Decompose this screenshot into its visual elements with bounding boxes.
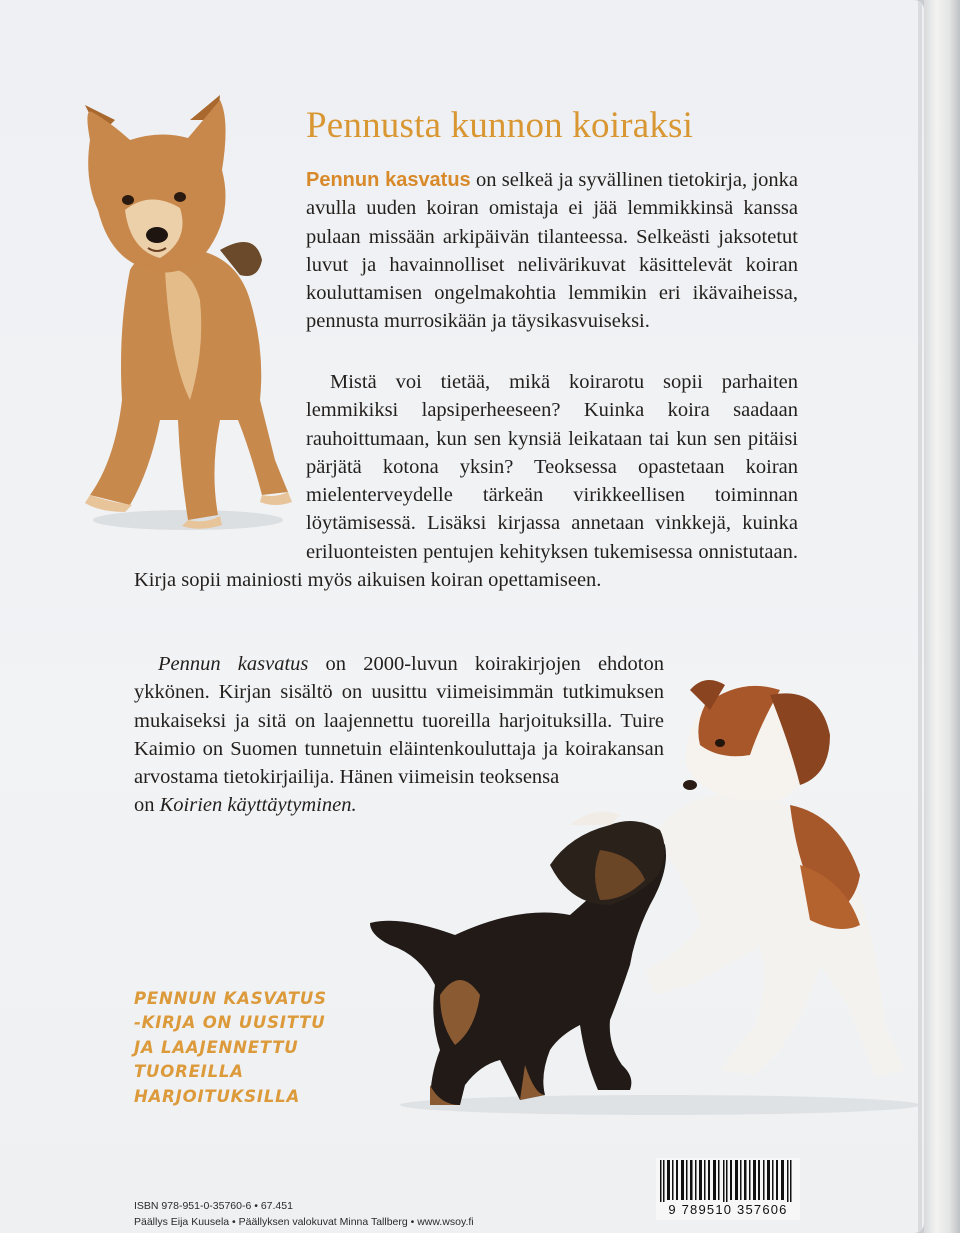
isbn-line: ISBN 978-951-0-35760-6 • 67.451 — [134, 1200, 293, 1212]
publication-credits — [134, 1198, 474, 1230]
promo-callout — [134, 987, 327, 1109]
barcode-bars — [660, 1160, 796, 1204]
description-paragraph-1 — [306, 166, 798, 336]
paragraph-3-text: on 2000-luvun koirakirjojen ehdoton ykkönen. Kirjan sisältö on uusittu viimeisimmän tutkimuksen mukaiseksi ja sitä on laajennettu tuoreilla harjoituksilla. Tuire Kaimio on Suomen tunnetuin eläintenkouluttaja ja koirakansan arvostama tietokirjailija. Hänen viimeisin teoksensa — [134, 653, 664, 789]
cover-title: Pennusta kunnon koiraksi — [306, 105, 694, 146]
description-paragraph-3 — [134, 650, 664, 820]
promo-line: -KIRJA ON UUSITTU — [134, 1013, 326, 1033]
promo-line: TUOREILLA — [134, 1062, 244, 1082]
paragraph-1-text: on selkeä ja syvällinen tietokirja, jonka avulla uuden koiran omistaja ei jää lemmikkinsä kanssa pulaan missään arkipäivän tilanteessa. Selkeästi jaksotetut luvut ja havainnolliset nelivärikuvat käsittelevät koiran kouluttamisen ongelmakohtia lemmikin eri ikävaiheissa, pennusta murrosikään ja täysikasvuiseksi. — [306, 169, 798, 333]
credits-line: Päällys Eija Kuusela • Päällyksen valokuvat Minna Tallberg • www.wsoy.fi — [134, 1216, 474, 1228]
book-name-bold: Pennun kasvatus — [306, 169, 471, 191]
previous-book-title: Koirien käyttäytyminen. — [159, 794, 357, 817]
promo-line: JA LAAJENNETTU — [134, 1037, 299, 1057]
book-name-italic: Pennun kasvatus — [158, 653, 309, 675]
book-spine-edge — [924, 0, 960, 1233]
text-wrap-spacer — [134, 368, 306, 538]
promo-line: PENNUN KASVATUS — [134, 989, 327, 1008]
barcode — [656, 1158, 800, 1220]
description-paragraph-2 — [134, 368, 798, 594]
barcode-number: 9 789510 357606 — [656, 1202, 800, 1217]
promo-line: HARJOITUKSILLA — [134, 1086, 301, 1106]
cover-hinge — [918, 0, 922, 1233]
paragraph-3-line2-prefix: on — [134, 794, 160, 817]
paragraph-2-text: Mistä voi tietää, mikä koirarotu sopii parhaiten lemmikiksi lapsiperheeseen? Kuinka koira saadaan rauhoittumaan, kun sen kynsiä leikataan tai kun sen pitäisi pärjätä kotona yksin? Teoksessa opastetaan koiran mielenterveydelle tärkeän virikkeellisen toiminnan löytämisessä. Lisäksi kirjassa annetaan vinkkejä, kuinka eriluonteisten pentujen kehityksen tukemisessa onnistutaan. Kirja sopii mainiosti myös aikuisen koiran opettamiseen. — [134, 371, 798, 592]
